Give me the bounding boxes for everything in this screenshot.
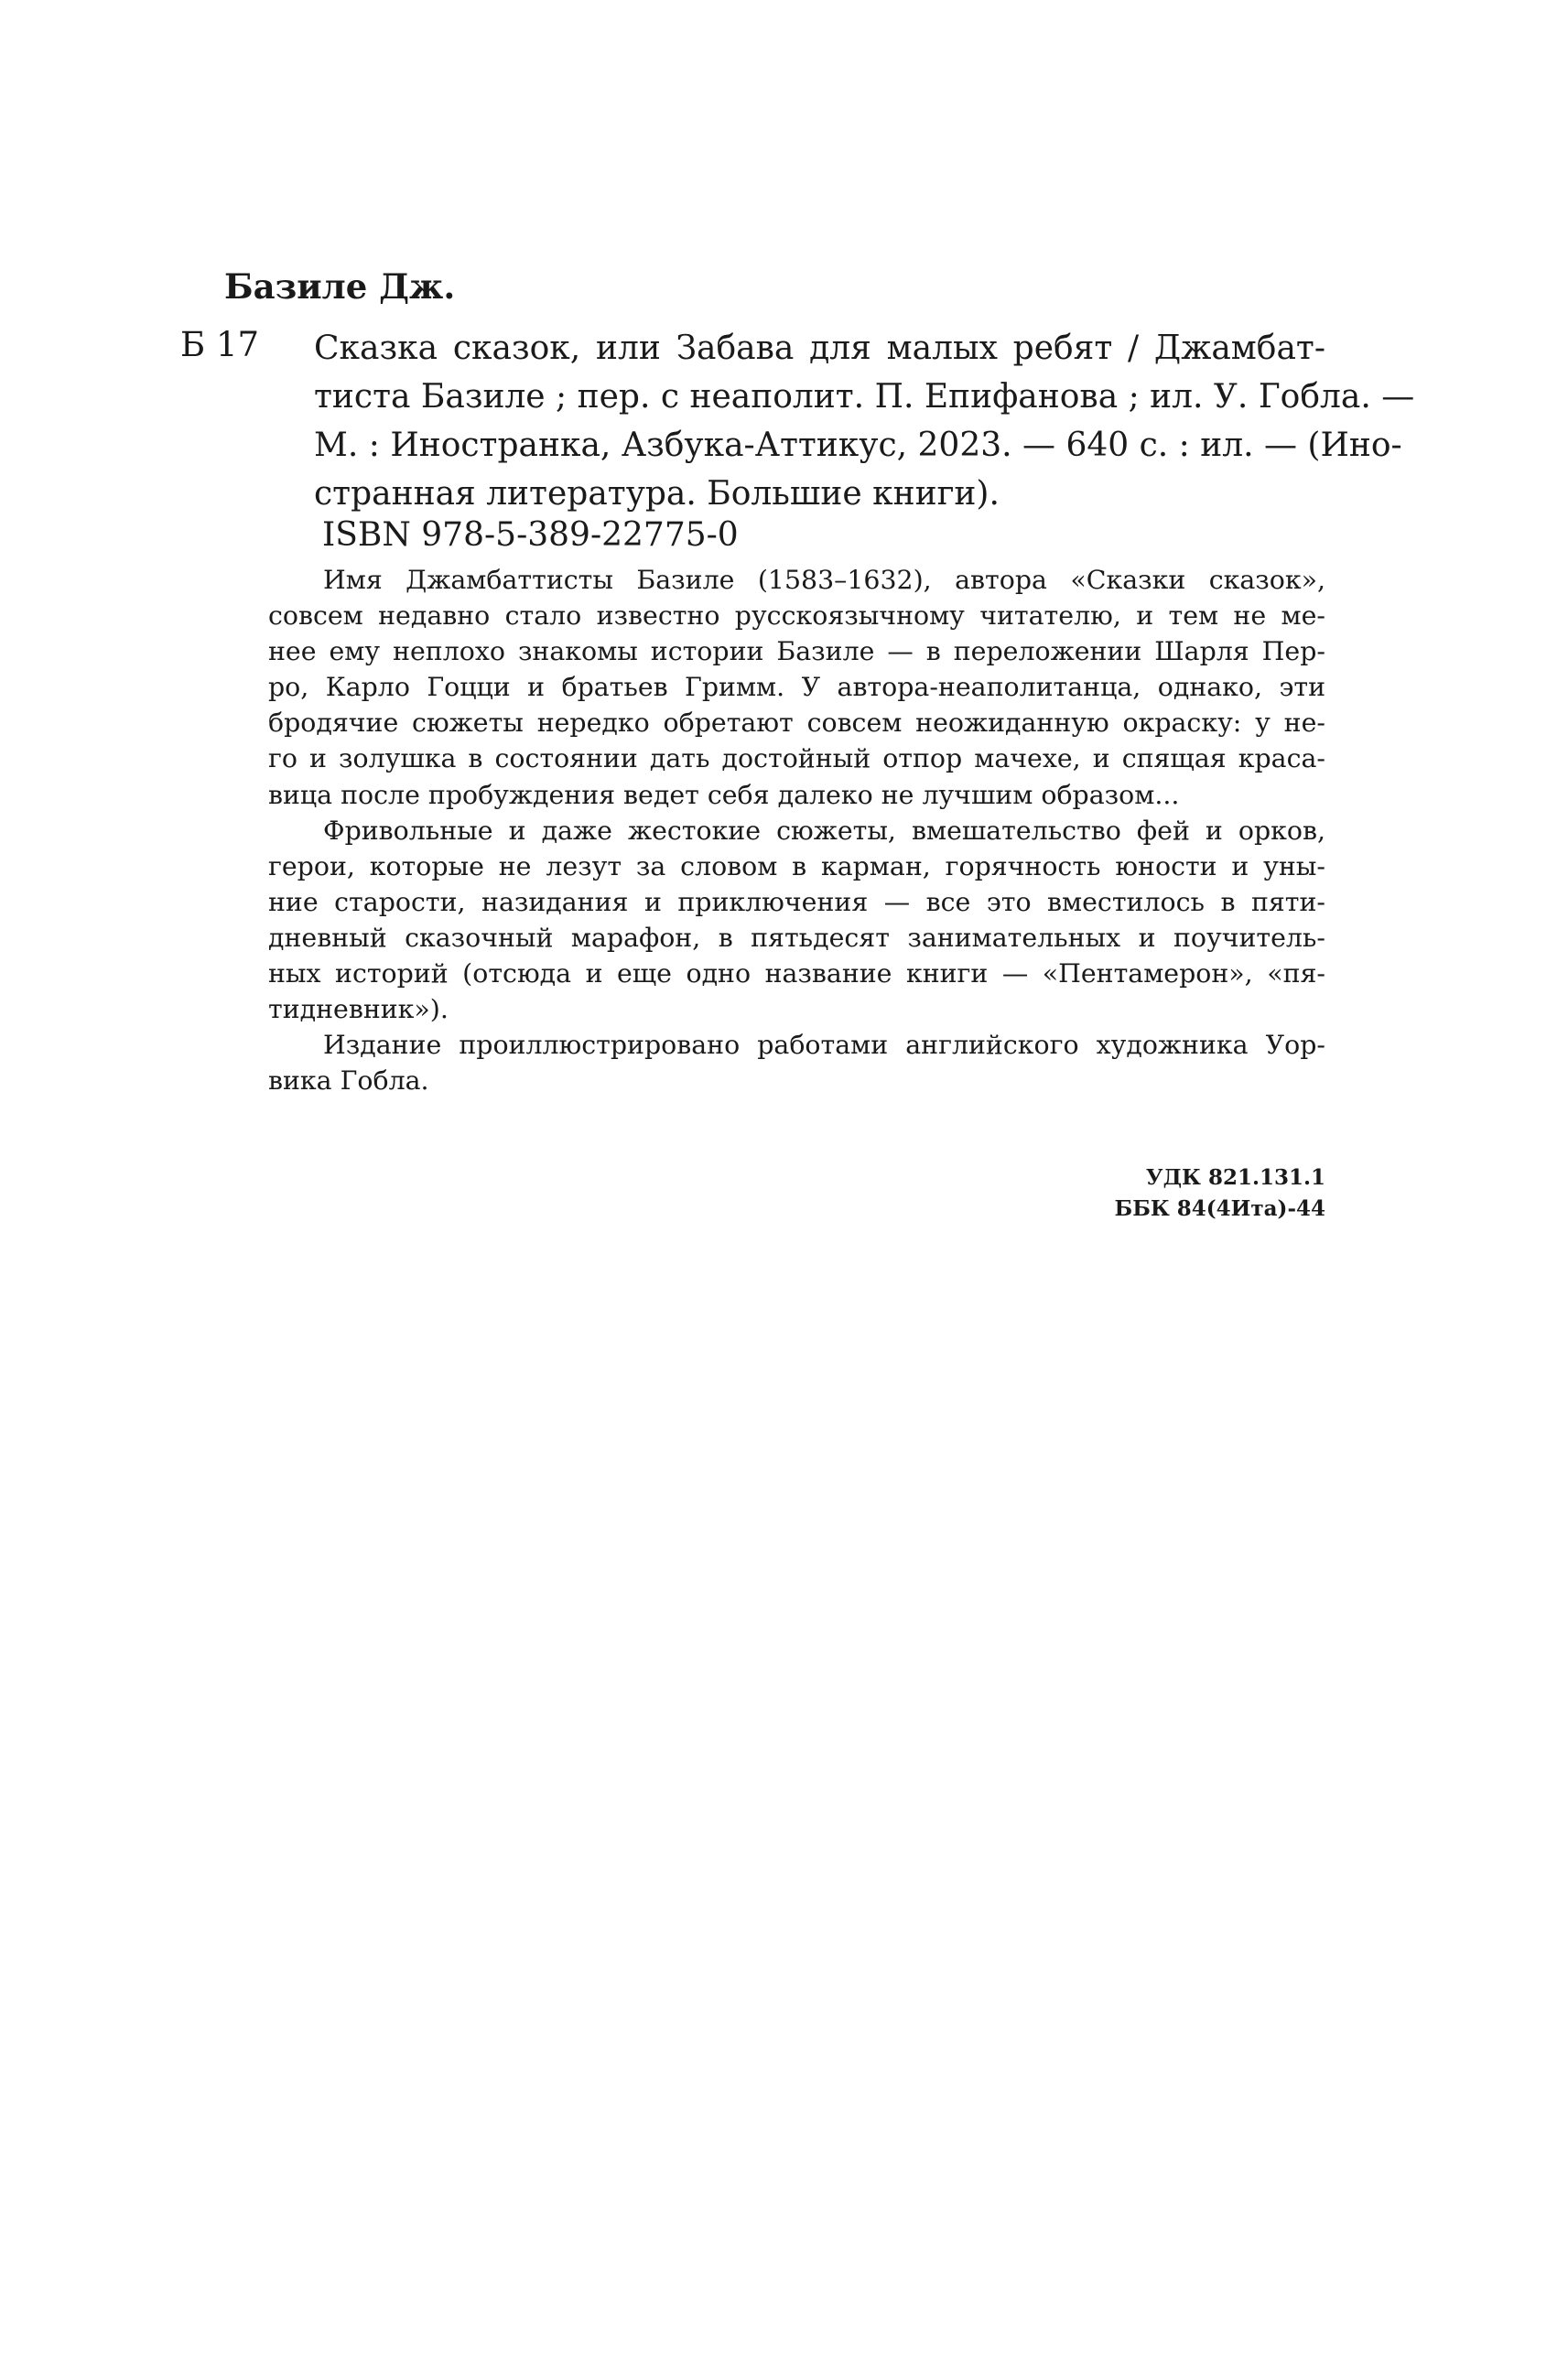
annotation-line: Издание проиллюстрировано работами английского художника Уор- bbox=[323, 1030, 1325, 1061]
author-heading: Базиле Дж. bbox=[224, 266, 456, 307]
entry-line: М. : Иностранка, Азбука-Аттикус, 2023. — 640 с. : ил. — (Ино- bbox=[314, 427, 1402, 464]
isbn: ISBN 978-5-389-22775-0 bbox=[322, 516, 739, 554]
annotation-line: тидневник»). bbox=[268, 994, 449, 1025]
udc-code: УДК 821.131.1 bbox=[1145, 1165, 1325, 1190]
entry-line: Сказка сказок, или Забава для малых ребят / Джамбат- bbox=[314, 330, 1325, 367]
annotation-line: Фривольные и даже жестокие сюжеты, вмешательство фей и орков, bbox=[323, 815, 1325, 846]
annotation-line: герои, которые не лезут за словом в карман, горячность юности и уны- bbox=[268, 850, 1325, 881]
annotation-line: нее ему неплохо знакомы истории Базиле — в переложении Шарля Пер- bbox=[268, 636, 1325, 667]
annotation-line: вица после пробуждения ведет себя далеко не лучшим образом... bbox=[268, 779, 1180, 810]
author-code: Б 17 bbox=[180, 325, 260, 364]
bbk-code: ББК 84(4Ита)-44 bbox=[1114, 1196, 1325, 1221]
annotation-line: ных историй (отсюда и еще одно название книги — «Пентамерон», «пя- bbox=[268, 958, 1325, 989]
annotation bbox=[268, 562, 1325, 1098]
annotation-line: бродячие сюжеты нередко обретают совсем неожиданную окраску: у не- bbox=[268, 708, 1325, 739]
annotation-line: ро, Карло Гоцци и братьев Гримм. У автора-неаполитанца, однако, эти bbox=[268, 672, 1325, 703]
annotation-line: дневный сказочный марафон, в пятьдесят занимательных и поучитель- bbox=[268, 922, 1325, 953]
entry-line: странная литература. Большие книги). bbox=[314, 475, 1000, 513]
annotation-line: совсем недавно стало известно русскоязычному читателю, и тем не ме- bbox=[268, 600, 1325, 632]
annotation-line: Имя Джамбаттисты Базиле (1583–1632), автора «Сказки сказок», bbox=[323, 565, 1325, 595]
classification-codes bbox=[1098, 1162, 1325, 1225]
annotation-line: ние старости, назидания и приключения — все это вместилось в пяти- bbox=[268, 886, 1325, 917]
annotation-line: вика Гобла. bbox=[268, 1065, 429, 1097]
bibliographic-entry bbox=[314, 324, 1415, 518]
entry-line: тиста Базиле ; пер. с неаполит. П. Епифанова ; ил. У. Гобла. — bbox=[314, 378, 1415, 416]
annotation-line: го и золушка в состоянии дать достойный отпор мачехе, и спящая краса- bbox=[268, 743, 1325, 774]
